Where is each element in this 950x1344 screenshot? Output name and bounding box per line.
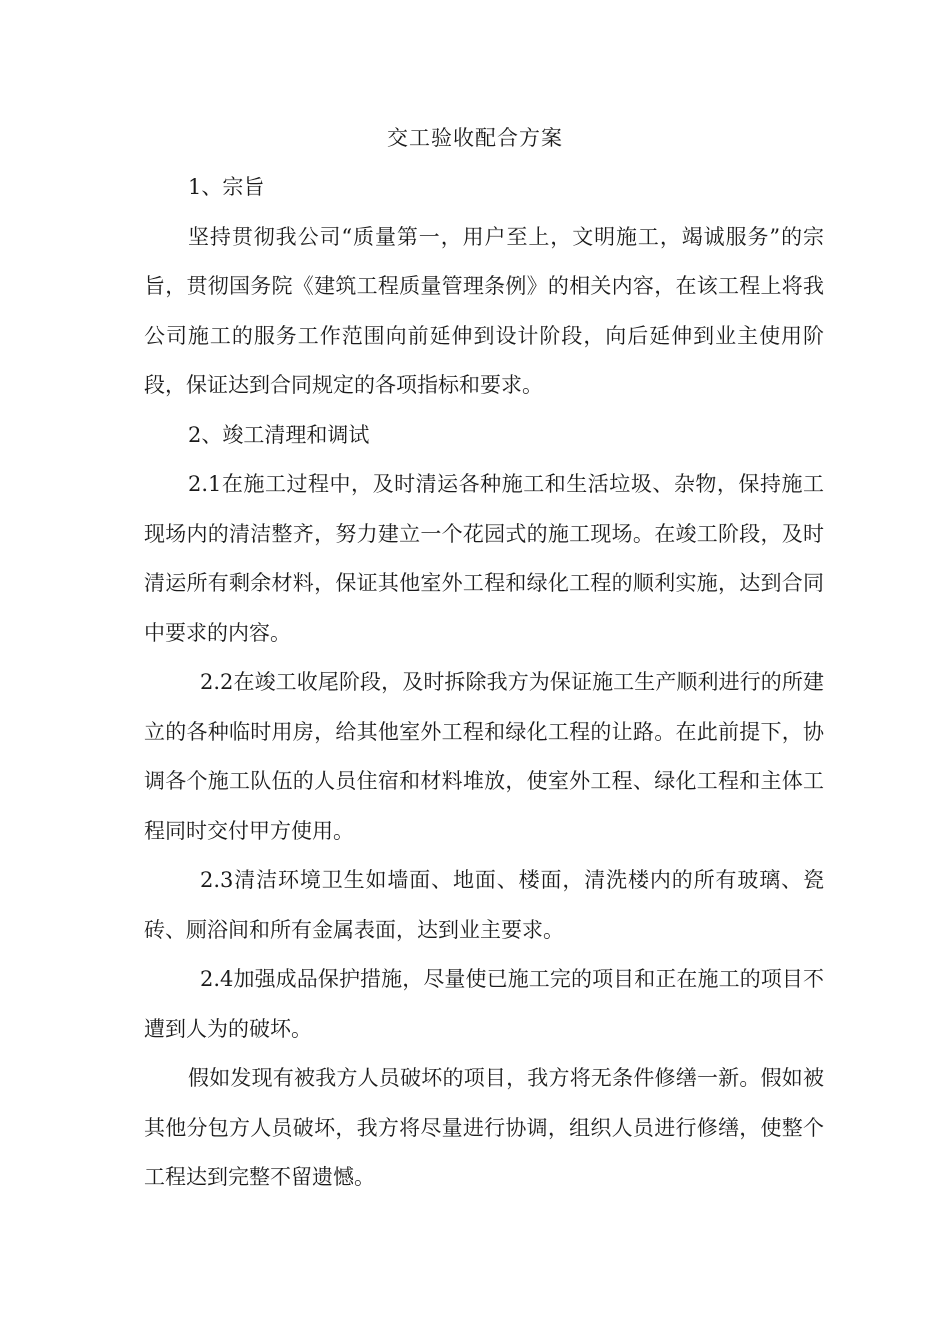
document-title: 交工验收配合方案 — [387, 126, 563, 150]
paragraph-2-1: 2.1在施工过程中，及时清运各种施工和生活垃圾、杂物，保持施工现场内的清洁整齐，努力建立一个花园式的施工现场。在竣工阶段，及时清运所有剩余材料，保证其他室外工程和绿化工程的顺利实施，达到合同中要求的内容。 — [144, 472, 824, 645]
paragraph-2-4: 2.4加强成品保护措施，尽量使已施工完的项目和正在施工的项目不遭到人为的破坏。 — [144, 967, 824, 1041]
paragraph-purpose: 坚持贯彻我公司“质量第一，用户至上，文明施工，竭诚服务”的宗旨，贯彻国务院《建筑工程质量管理条例》的相关内容，在该工程上将我公司施工的服务工作范围向前延伸到设计阶段，向后延伸到业主使用阶段，保证达到合同规定的各项指标和要求。 — [144, 224, 824, 397]
paragraph-2-3: 2.3清洁环境卫生如墙面、地面、楼面，清洗楼内的所有玻璃、瓷砖、厕浴间和所有金属表面，达到业主要求。 — [144, 868, 824, 942]
paragraph-2-2: 2.2在竣工收尾阶段，及时拆除我方为保证施工生产顺利进行的所建立的各种临时用房，给其他室外工程和绿化工程的让路。在此前提下，协调各个施工队伍的人员住宿和材料堆放，使室外工程、绿化工程和主体工程同时交付甲方使用。 — [144, 670, 824, 843]
section-heading-cleanup: 2、竣工清理和调试 — [188, 422, 370, 447]
section-heading-purpose: 1、宗旨 — [188, 175, 265, 199]
paragraph-repair: 假如发现有被我方人员破坏的项目，我方将无条件修缮一新。假如被其他分包方人员破坏，我方将尽量进行协调，组织人员进行修缮，使整个工程达到完整不留遗憾。 — [144, 1066, 824, 1189]
document-body — [144, 163, 824, 1203]
